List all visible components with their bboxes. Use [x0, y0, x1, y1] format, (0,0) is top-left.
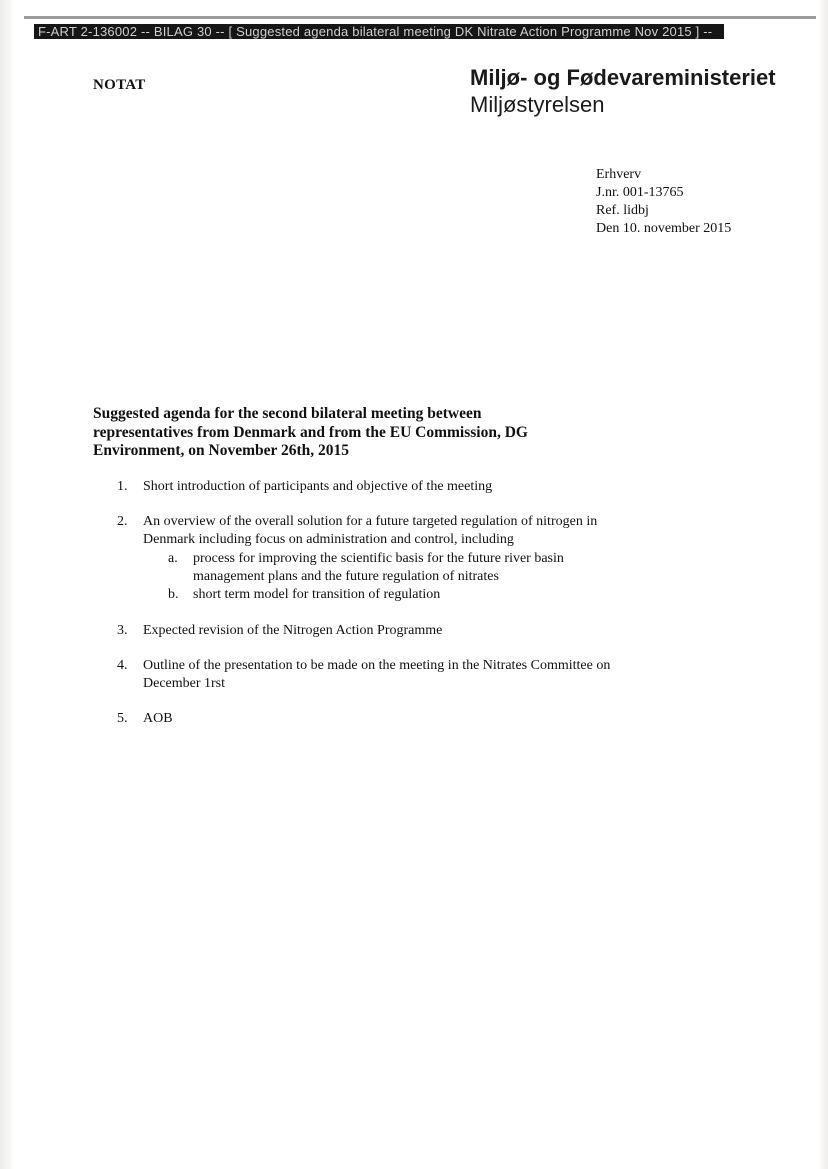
- agenda-sub-item: [143, 586, 613, 604]
- agenda-item: [93, 478, 613, 496]
- agenda-item: [93, 513, 613, 604]
- agenda-item-text: Short introduction of participants and objective of the meeting: [143, 479, 493, 494]
- top-rule: [24, 16, 816, 19]
- document-title: Suggested agenda for the second bilateral meeting between representatives from Denmark and from the EU Commission, DG Environment, on November 26th, 2015: [93, 405, 528, 459]
- agenda-item-text: Outline of the presentation to be made on the meeting in the Nitrates Committee on December 1rst: [143, 658, 611, 691]
- ministry-name: Miljø- og Fødevareministeriet: [470, 65, 776, 90]
- agenda-item-text: An overview of the overall solution for a future targeted regulation of nitrogen in Denmark including focus on administration and control, including: [143, 514, 598, 547]
- agenda-item-text: AOB: [143, 711, 173, 726]
- agenda-item: [93, 622, 613, 640]
- agenda-sub-list: [143, 550, 613, 604]
- agenda-item: [93, 710, 613, 728]
- agency-name: Miljøstyrelsen: [470, 92, 605, 117]
- agenda-item: [93, 657, 613, 693]
- ministry-letterhead: [470, 64, 810, 118]
- meta-date: Den 10. november 2015: [596, 221, 732, 236]
- scan-edge-shadow-left: [0, 0, 14, 1169]
- agenda-list: [93, 478, 613, 728]
- header-strip-text: F-ART 2-136002 -- BILAG 30 -- [ Suggested agenda bilateral meeting DK Nitrate Action Programme Nov 2015 ] --: [38, 24, 713, 39]
- agenda-sub-item-letter: a.: [168, 551, 178, 566]
- agenda-item-number: 3.: [117, 623, 128, 638]
- document-type-label: NOTAT: [93, 77, 146, 93]
- agenda-sub-item-letter: b.: [168, 587, 179, 602]
- agenda-item-text: Expected revision of the Nitrogen Action Programme: [143, 623, 443, 638]
- agenda-item-number: 1.: [117, 479, 128, 494]
- meta-reference: Ref. lidbj: [596, 203, 649, 218]
- scan-edge-shadow-right: [818, 0, 828, 1169]
- document-meta: [596, 166, 731, 238]
- meta-department: Erhverv: [596, 167, 642, 182]
- agenda-sub-item-text: short term model for transition of regulation: [193, 587, 441, 602]
- agenda-item-number: 4.: [117, 658, 128, 673]
- document-header-strip: [34, 24, 724, 39]
- agenda-item-number: 2.: [117, 514, 128, 529]
- meta-journal-number: J.nr. 001-13765: [596, 185, 684, 200]
- agenda-item-number: 5.: [117, 711, 128, 726]
- agenda-sub-item-text: process for improving the scientific basis for the future river basin management plans and the future regulation of nitrates: [193, 551, 564, 584]
- agenda-sub-item: [143, 550, 613, 586]
